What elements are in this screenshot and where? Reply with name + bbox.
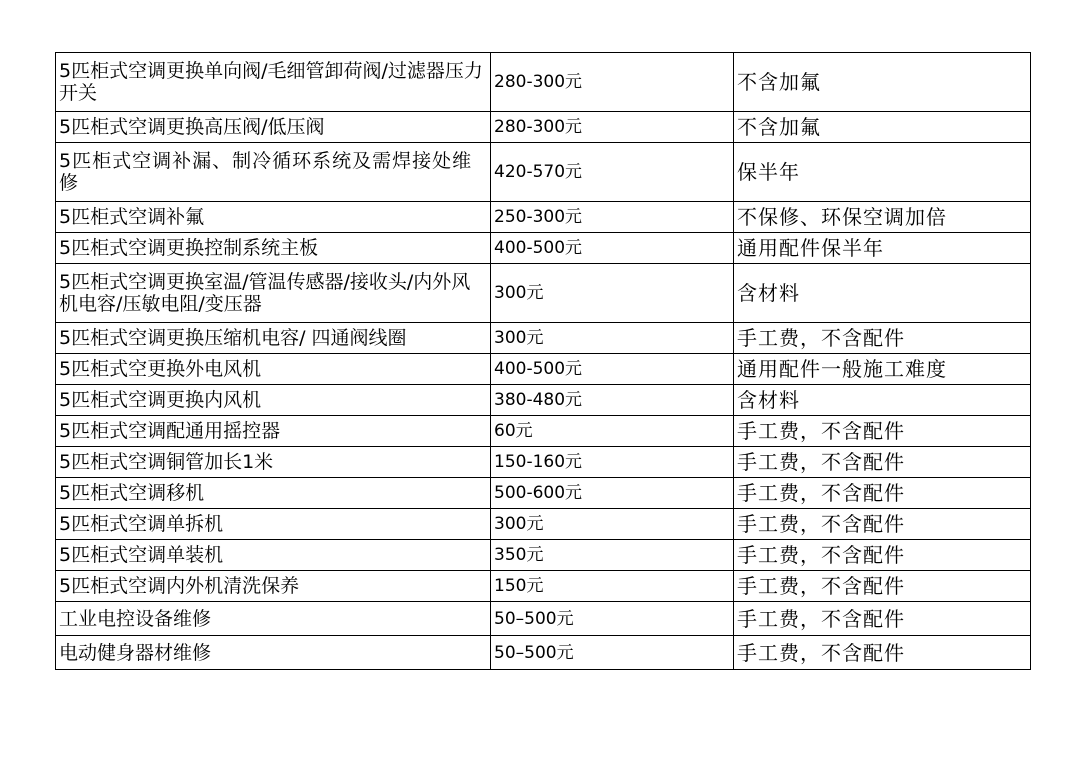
item-cell: 电动健身器材维修 [56, 636, 491, 670]
table-row [56, 354, 1031, 385]
item-cell: 5匹柜式空更换外电风机 [56, 354, 491, 385]
price-cell: 300元 [491, 323, 734, 354]
note-cell: 手工费，不含配件 [734, 478, 1031, 509]
repair-price-table [55, 52, 1031, 670]
price-cell: 150-160元 [491, 447, 734, 478]
note-cell: 含材料 [734, 264, 1031, 323]
price-sheet [55, 52, 1035, 670]
table-row [56, 53, 1031, 112]
price-cell: 300元 [491, 264, 734, 323]
note-cell: 保半年 [734, 143, 1031, 202]
table-row [56, 202, 1031, 233]
table-row [56, 264, 1031, 323]
item-cell: 5匹柜式空调补氟 [56, 202, 491, 233]
item-cell: 5匹柜式空调移机 [56, 478, 491, 509]
note-cell: 手工费，不含配件 [734, 602, 1031, 636]
price-cell: 300元 [491, 509, 734, 540]
table-row [56, 540, 1031, 571]
table-row [56, 636, 1031, 670]
price-cell: 50–500元 [491, 602, 734, 636]
table-row [56, 478, 1031, 509]
price-cell: 280-300元 [491, 53, 734, 112]
item-cell: 5匹柜式空调配通用摇控器 [56, 416, 491, 447]
note-cell: 手工费，不含配件 [734, 509, 1031, 540]
note-cell: 含材料 [734, 385, 1031, 416]
table-row [56, 571, 1031, 602]
note-cell: 不含加氟 [734, 53, 1031, 112]
item-cell: 5匹柜式空调更换室温/管温传感器/接收头/内外风机电容/压敏电阻/变压器 [56, 264, 491, 323]
item-cell: 5匹柜式空调更换内风机 [56, 385, 491, 416]
note-cell: 手工费，不含配件 [734, 416, 1031, 447]
table-row [56, 233, 1031, 264]
item-cell: 工业电控设备维修 [56, 602, 491, 636]
item-cell: 5匹柜式空调单拆机 [56, 509, 491, 540]
price-cell: 400-500元 [491, 233, 734, 264]
table-row [56, 509, 1031, 540]
price-cell: 350元 [491, 540, 734, 571]
note-cell: 手工费，不含配件 [734, 636, 1031, 670]
price-cell: 400-500元 [491, 354, 734, 385]
price-cell: 60元 [491, 416, 734, 447]
item-cell: 5匹柜式空调单装机 [56, 540, 491, 571]
item-cell: 5匹柜式空调更换高压阀/低压阀 [56, 112, 491, 143]
item-cell: 5匹柜式空调更换单向阀/毛细管卸荷阀/过滤器压力开关 [56, 53, 491, 112]
note-cell: 手工费，不含配件 [734, 540, 1031, 571]
table-row [56, 447, 1031, 478]
note-cell: 不含加氟 [734, 112, 1031, 143]
item-cell: 5匹柜式空调补漏、制冷循环系统及需焊接处维修 [56, 143, 491, 202]
item-cell: 5匹柜式空调更换压缩机电容/ 四通阀线圈 [56, 323, 491, 354]
note-cell: 通用配件保半年 [734, 233, 1031, 264]
item-cell: 5匹柜式空调内外机清洗保养 [56, 571, 491, 602]
price-cell: 420-570元 [491, 143, 734, 202]
price-cell: 250-300元 [491, 202, 734, 233]
note-cell: 手工费，不含配件 [734, 323, 1031, 354]
table-row [56, 143, 1031, 202]
price-cell: 280-300元 [491, 112, 734, 143]
table-row [56, 385, 1031, 416]
note-cell: 手工费，不含配件 [734, 571, 1031, 602]
item-cell: 5匹柜式空调铜管加长1米 [56, 447, 491, 478]
price-cell: 50–500元 [491, 636, 734, 670]
table-row [56, 602, 1031, 636]
note-cell: 不保修、环保空调加倍 [734, 202, 1031, 233]
note-cell: 手工费，不含配件 [734, 447, 1031, 478]
item-cell: 5匹柜式空调更换控制系统主板 [56, 233, 491, 264]
note-cell: 通用配件一般施工难度 [734, 354, 1031, 385]
price-cell: 500-600元 [491, 478, 734, 509]
price-cell: 380-480元 [491, 385, 734, 416]
table-row [56, 112, 1031, 143]
price-cell: 150元 [491, 571, 734, 602]
table-row [56, 416, 1031, 447]
table-row [56, 323, 1031, 354]
